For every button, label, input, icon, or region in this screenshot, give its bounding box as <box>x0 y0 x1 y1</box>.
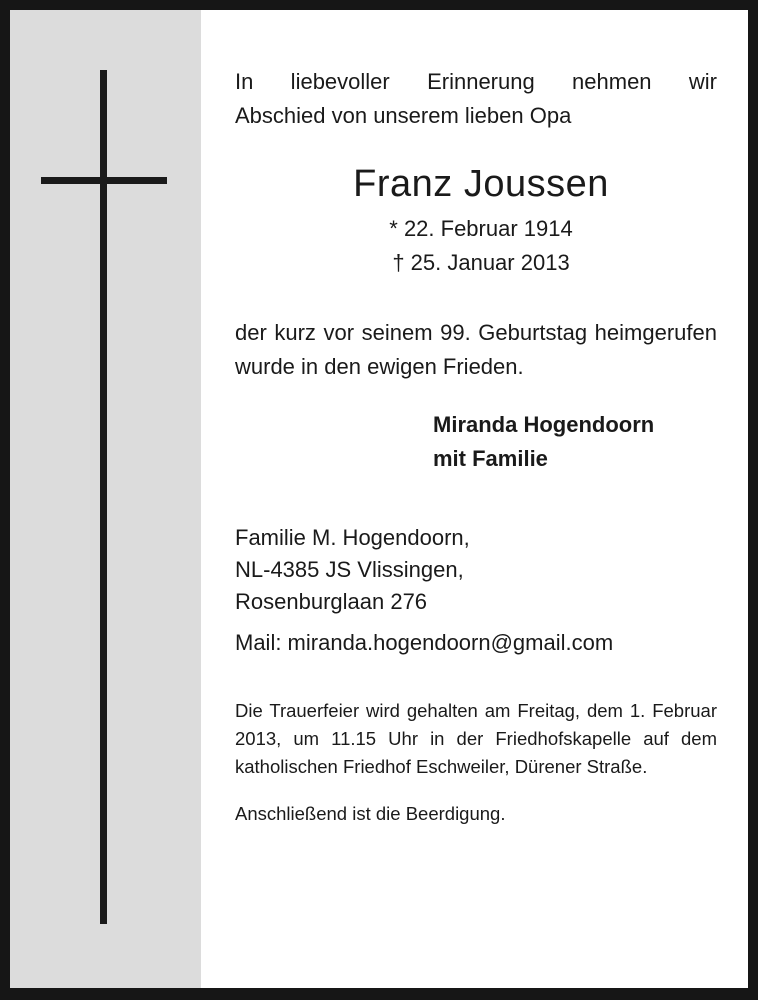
notice-content <box>235 65 717 828</box>
intro-line-2: Abschied von unserem lieben Opa <box>235 103 572 128</box>
signature-name: Miranda Hogendoorn <box>433 412 655 437</box>
address-line-3: Rosenburglaan 276 <box>235 589 428 614</box>
ceremony-details: Die Trauerfeier wird gehalten am Freitag, dem 1. Februar 2013, um 11.15 Uhr in der Friedhofskapelle auf dem katholischen Friedhof Eschweiler, Dürener Straße. <box>235 700 717 777</box>
intro-text <box>235 65 717 133</box>
deceased-name: Franz Joussen <box>353 163 609 205</box>
contact-address <box>235 522 717 618</box>
tribute-text: der kurz vor seinem 99. Geburtstag heimgerufen wurde in den ewigen Frieden. <box>235 320 717 379</box>
address-line-2: NL-4385 JS Vlissingen, <box>235 557 464 582</box>
intro-line-1: In liebevoller Erinnerung nehmen wir <box>235 69 717 94</box>
address-line-1: Familie M. Hogendoorn, <box>235 525 470 550</box>
contact-mail: Mail: miranda.hogendoorn@gmail.com <box>235 630 614 655</box>
life-dates <box>245 212 717 280</box>
burial-note: Anschließend ist die Beerdigung. <box>235 802 506 824</box>
cross-horizontal-bar <box>41 177 167 184</box>
birth-date: * 22. Februar 1914 <box>389 216 573 241</box>
cross-vertical-bar <box>100 70 107 924</box>
signature <box>433 408 717 476</box>
cross-icon <box>41 70 167 924</box>
left-decorative-panel <box>10 10 201 988</box>
death-date: † 25. Januar 2013 <box>392 250 570 275</box>
signature-family: mit Familie <box>433 446 548 471</box>
